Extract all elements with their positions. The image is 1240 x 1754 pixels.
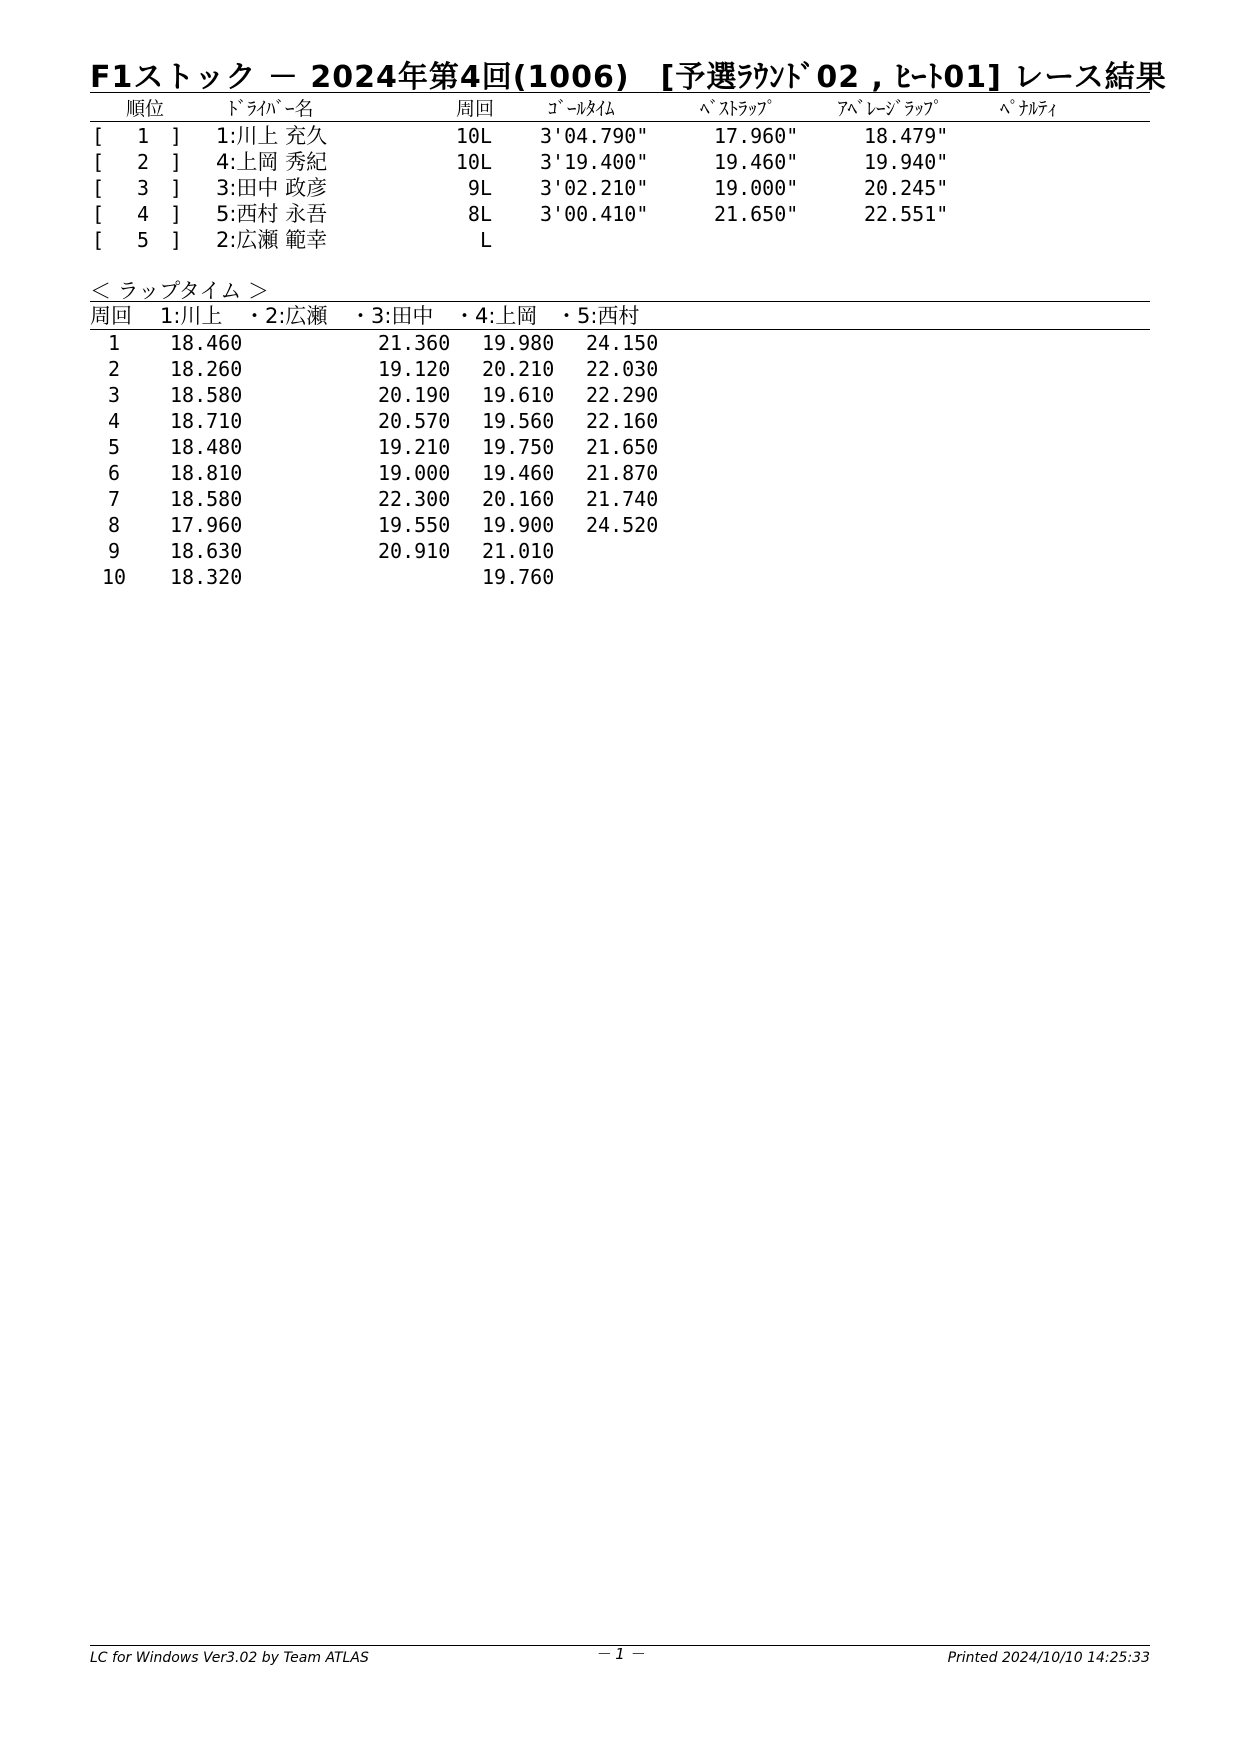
lap-time-driver-1: 18.260 [170, 357, 243, 381]
laps-completed: 10L [455, 124, 492, 148]
col-header-laps: 周回 [455, 98, 494, 120]
lap-time-driver-1: 18.810 [170, 461, 243, 485]
lap-time-driver-4: 19.980 [482, 331, 555, 355]
col-header-driver: ﾄﾞﾗｲﾊﾞｰ名 [228, 98, 314, 120]
lap-number: 5 [107, 435, 121, 459]
lap-time-driver-4: 19.560 [482, 409, 555, 433]
col-header-penalty: ﾍﾟﾅﾙﾃｨ [1000, 98, 1058, 120]
lap-number: 1 [107, 331, 121, 355]
lap-col-header-driver-5: ・5:西村 [556, 304, 640, 328]
lap-time-driver-3: 21.360 [378, 331, 451, 355]
driver-name: 3:田中 政彦 [216, 176, 328, 200]
driver-name: 1:川上 充久 [216, 124, 328, 148]
average-lap: 19.940" [864, 150, 949, 174]
rank-number: 4 [136, 202, 150, 226]
lap-time-driver-4: 20.210 [482, 357, 555, 381]
lap-times-section-title: ＜ ラップタイム ＞ [90, 279, 270, 303]
rank-bracket-close: ] [170, 124, 183, 148]
lap-time-driver-5: 21.740 [586, 487, 659, 511]
lap-time-driver-4: 19.750 [482, 435, 555, 459]
lap-time-driver-5: 21.650 [586, 435, 659, 459]
goal-time: 3'00.410" [540, 202, 649, 226]
best-lap: 19.460" [714, 150, 799, 174]
best-lap: 19.000" [714, 176, 799, 200]
lap-col-header-driver-4: ・4:上岡 [454, 304, 538, 328]
lap-time-driver-3: 19.210 [378, 435, 451, 459]
rank-bracket-open: [ [92, 228, 105, 252]
lap-times-header-divider [90, 329, 1150, 330]
lap-time-driver-4: 19.610 [482, 383, 555, 407]
driver-name: 4:上岡 秀紀 [216, 150, 328, 174]
lap-time-driver-3: 22.300 [378, 487, 451, 511]
lap-times-title-divider [90, 301, 1150, 302]
rank-bracket-close: ] [170, 176, 183, 200]
results-header-divider [90, 121, 1150, 122]
rank-number: 5 [136, 228, 150, 252]
best-lap: 21.650" [714, 202, 799, 226]
rank-bracket-close: ] [170, 202, 183, 226]
lap-time-driver-5: 21.870 [586, 461, 659, 485]
laps-completed: 9L [467, 176, 492, 200]
lap-number: 6 [107, 461, 121, 485]
goal-time: 3'19.400" [540, 150, 649, 174]
lap-time-driver-3: 20.190 [378, 383, 451, 407]
col-header-average-lap: ｱﾍﾞﾚｰｼﾞﾗｯﾌﾟ [838, 98, 943, 120]
rank-bracket-open: [ [92, 150, 105, 174]
rank-number: 3 [136, 176, 150, 200]
lap-time-driver-3: 19.000 [378, 461, 451, 485]
goal-time: 3'02.210" [540, 176, 649, 200]
lap-time-driver-1: 18.580 [170, 487, 243, 511]
lap-time-driver-5: 24.520 [586, 513, 659, 537]
lap-time-driver-1: 18.580 [170, 383, 243, 407]
rank-bracket-open: [ [92, 176, 105, 200]
lap-time-driver-5: 24.150 [586, 331, 659, 355]
footer-page-number: － 1 － [595, 1645, 645, 1663]
footer-printed-timestamp: Printed 2024/10/10 14:25:33 [947, 1650, 1150, 1666]
lap-time-driver-4: 20.160 [482, 487, 555, 511]
lap-number: 10 [101, 565, 127, 589]
col-header-best-lap: ﾍﾞｽﾄﾗｯﾌﾟ [700, 98, 777, 120]
lap-time-driver-1: 18.320 [170, 565, 243, 589]
lap-col-header-driver-3: ・3:田中 [350, 304, 434, 328]
laps-completed: 8L [467, 202, 492, 226]
lap-time-driver-5: 22.290 [586, 383, 659, 407]
lap-time-driver-1: 17.960 [170, 513, 243, 537]
lap-number: 2 [107, 357, 121, 381]
lap-time-driver-4: 19.760 [482, 565, 555, 589]
rank-number: 1 [136, 124, 150, 148]
lap-time-driver-3: 20.910 [378, 539, 451, 563]
rank-number: 2 [136, 150, 150, 174]
lap-time-driver-3: 20.570 [378, 409, 451, 433]
lap-time-driver-3: 19.120 [378, 357, 451, 381]
lap-number: 8 [107, 513, 121, 537]
page-title: F1ストック － 2024年第4回(1006) [予選ﾗｳﾝﾄﾞ02 , ﾋｰﾄ01] レース結果 [90, 60, 1167, 95]
rank-bracket-open: [ [92, 124, 105, 148]
title-divider [90, 92, 1150, 93]
footer-software-credit: LC for Windows Ver3.02 by Team ATLAS [90, 1650, 369, 1666]
goal-time: 3'04.790" [540, 124, 649, 148]
lap-time-driver-4: 21.010 [482, 539, 555, 563]
rank-bracket-close: ] [170, 228, 183, 252]
lap-number: 7 [107, 487, 121, 511]
lap-col-header-driver-2: ・2:広瀬 [244, 304, 328, 328]
lap-time-driver-3: 19.550 [378, 513, 451, 537]
rank-bracket-open: [ [92, 202, 105, 226]
lap-time-driver-4: 19.900 [482, 513, 555, 537]
driver-name: 5:西村 永吾 [216, 202, 328, 226]
laps-completed: L [479, 228, 492, 252]
lap-time-driver-1: 18.460 [170, 331, 243, 355]
rank-bracket-close: ] [170, 150, 183, 174]
lap-time-driver-1: 18.480 [170, 435, 243, 459]
col-header-goal-time: ｺﾞｰﾙﾀｲﾑ [548, 98, 615, 120]
lap-number: 4 [107, 409, 121, 433]
lap-time-driver-5: 22.030 [586, 357, 659, 381]
average-lap: 22.551" [864, 202, 949, 226]
lap-time-driver-5: 22.160 [586, 409, 659, 433]
average-lap: 20.245" [864, 176, 949, 200]
driver-name: 2:広瀬 範幸 [216, 228, 328, 252]
lap-time-driver-4: 19.460 [482, 461, 555, 485]
laps-completed: 10L [455, 150, 492, 174]
lap-time-driver-1: 18.630 [170, 539, 243, 563]
lap-number: 9 [107, 539, 121, 563]
average-lap: 18.479" [864, 124, 949, 148]
col-header-rank: 順位 [125, 98, 164, 120]
lap-number: 3 [107, 383, 121, 407]
best-lap: 17.960" [714, 124, 799, 148]
lap-col-header-driver-1: 1:川上 [160, 304, 223, 328]
lap-col-header-lap: 周回 [90, 304, 132, 328]
lap-time-driver-1: 18.710 [170, 409, 243, 433]
